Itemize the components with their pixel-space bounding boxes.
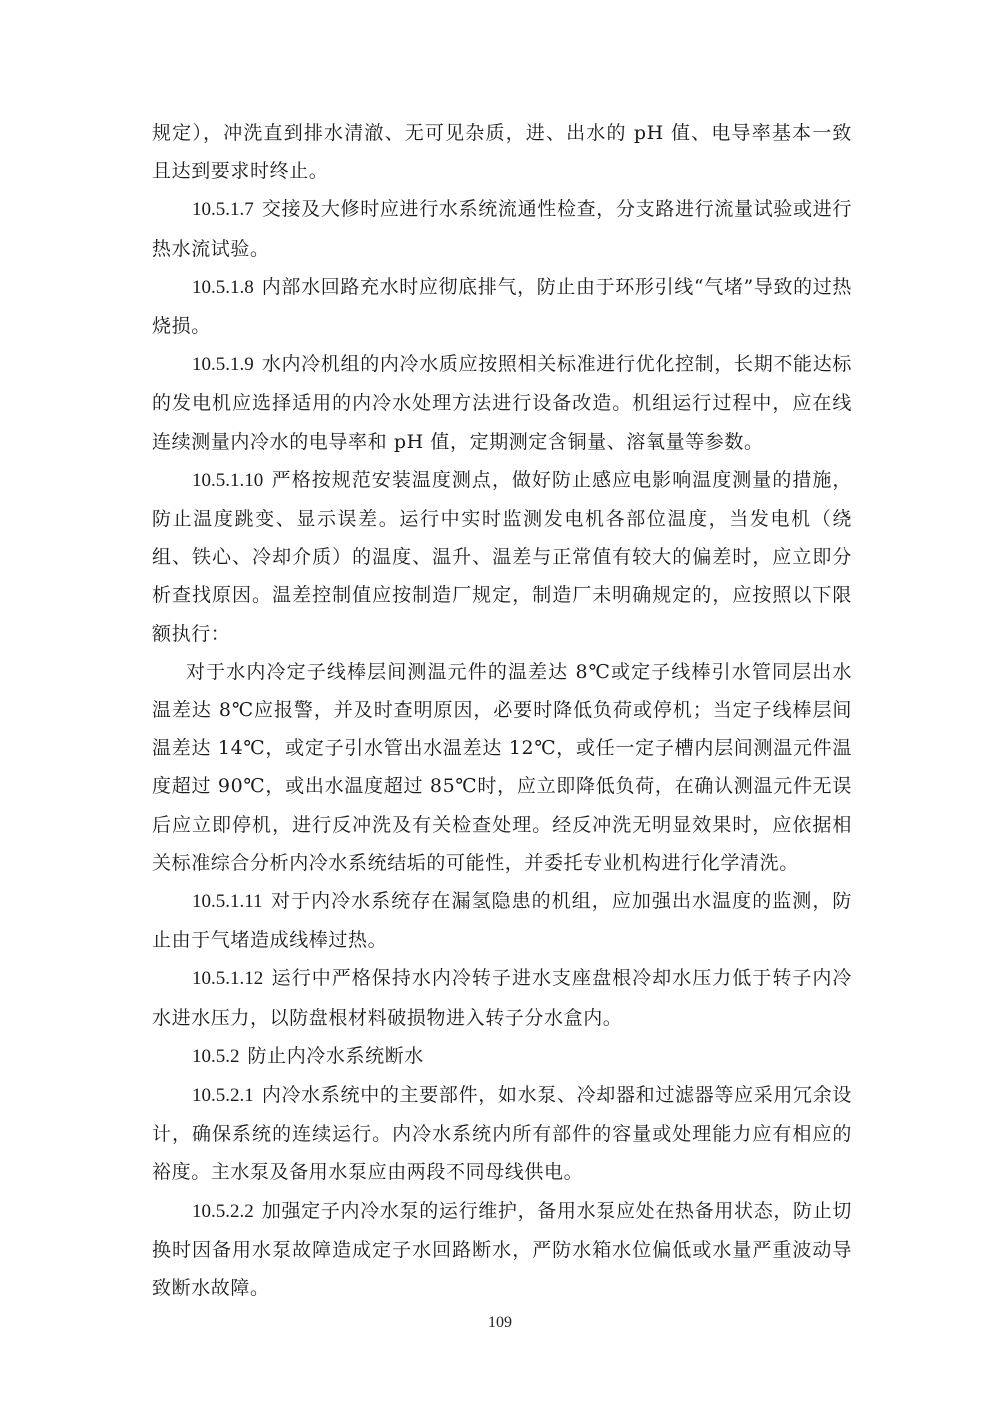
- paragraph-10-5-1-12: 10.5.1.12 运行中严格保持水内冷转子进水支座盘根冷却水压力低于转子内冷水进水压力，以防盘根材料破损物进入转子分水盒内。: [152, 967, 852, 1029]
- paragraph-10-5-1-9: 10.5.1.9 水内冷机组的内冷水质应按照相关标准进行优化控制，长期不能达标的发电机应选择适用的内冷水处理方法进行设备改造。机组运行过程中，应在线连续测量内冷水的电导率和 pH 值，定期测定含铜量、溶氧量等参数。: [152, 353, 852, 453]
- body-text: [152, 114, 852, 1307]
- page-number: 109: [488, 1314, 512, 1331]
- section-heading-10-5-2: 10.5.2 防止内冷水系统断水: [192, 1044, 424, 1067]
- paragraph-10-5-1-7: 10.5.1.7 交接及大修时应进行水系统流通性检查，分支路进行流量试验或进行热水流试验。: [152, 198, 852, 260]
- paragraph-10-5-1-11: 10.5.1.11 对于内冷水系统存在漏氢隐患的机组，应加强出水温度的监测，防止由于气堵造成线棒过热。: [152, 890, 852, 952]
- paragraph-10-5-1-10: 10.5.1.10 严格按规范安装温度测点，做好防止感应电影响温度测量的措施，防止温度跳变、显示误差。运行中实时监测发电机各部位温度，当发电机（绕组、铁心、冷却介质）的温度、温升、温差与正常值有较大的偏差时，应立即分析查找原因。温差控制值应按制造厂规定，制造厂未明确规定的，应按照以下限额执行：: [152, 468, 852, 645]
- paragraph-10-5-2-1: 10.5.2.1 内冷水系统中的主要部件，如水泵、冷却器和过滤器等应采用冗余设计，确保系统的连续运行。内冷水系统内所有部件的容量或处理能力应有相应的裕度。主水泵及备用水泵应由两段不同母线供电。: [152, 1084, 852, 1184]
- paragraph-10-5-2-2: 10.5.2.2 加强定子内冷水泵的运行维护，备用水泵应处在热备用状态，防止切换时因备用水泵故障造成定子水回路断水，严防水箱水位偏低或水量严重波动导致断水故障。: [152, 1199, 852, 1300]
- paragraph: 规定），冲洗直到排水清澈、无可见杂质，进、出水的 pH 值、电导率基本一致且达到要求时终止。: [152, 122, 852, 183]
- paragraph-temperature-limits: 对于水内冷定子线棒层间测温元件的温差达 8℃或定子线棒引水管同层出水温差达 8℃应报警，并及时查明原因，必要时降低负荷或停机；当定子线棒层间温差达 14℃，或定子引水管出水温差达 12℃，或任一定子槽内层间测温元件温度超过 90℃，或出水温度超过 85℃时，应立即降低负荷，在确认测温元件无误后应立即停机，进行反冲洗及有关检查处理。经反冲洗无明显效果时，应依据相关标准综合分析内冷水系统结垢的可能性，并委托专业机构进行化学清洗。: [152, 660, 852, 874]
- paragraph-10-5-1-8: 10.5.1.8 内部水回路充水时应彻底排气，防止由于环形引线“气堵”导致的过热烧损。: [152, 275, 852, 338]
